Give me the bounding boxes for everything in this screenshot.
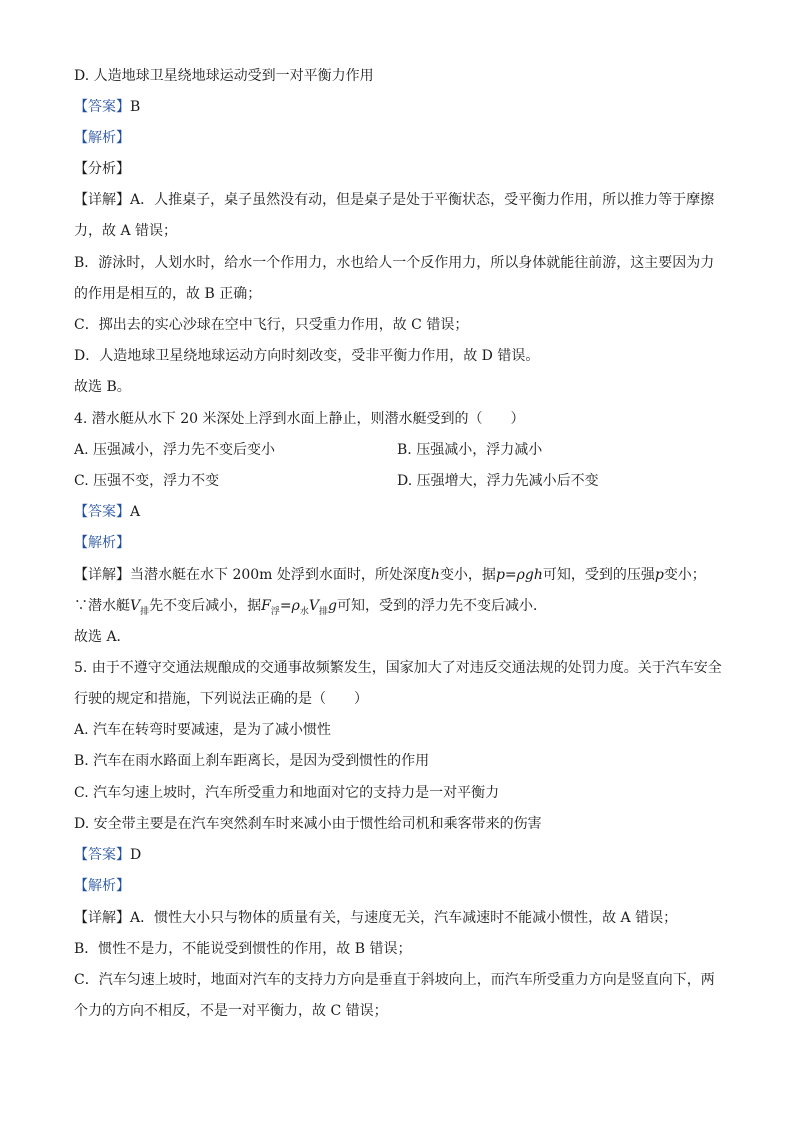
q4-analysis-tag: 【解析】 <box>74 535 130 551</box>
answer-value: A <box>130 504 141 520</box>
q3-fenxi-tag: 【分析】 <box>74 161 130 177</box>
detail-text: ∵潜水艇 <box>74 598 130 614</box>
detail-tag: 【详解】 <box>74 567 130 583</box>
q3-detail-a-line2: 力，故 A 错误； <box>74 223 178 239</box>
formula-pressure: p=ρgh <box>495 567 543 583</box>
var-h: h <box>430 567 440 583</box>
q4-stem: 4. 潜水艇从水下 20 米深处上浮到水面上静止，则潜水艇受到的（ ） <box>74 411 525 427</box>
answer-value: B <box>130 99 141 115</box>
detail-text: 可知，受到的压强 <box>542 567 655 583</box>
var-p: p <box>654 567 664 583</box>
subscript: 水 <box>299 606 309 617</box>
var-f: F <box>261 598 271 614</box>
q3-detail-d: D．人造地球卫星绕地球运动方向时刻改变，受非平衡力作用，故 D 错误。 <box>74 348 540 364</box>
detail-text: 当潜水艇在水下 200m 处浮到水面时，所处深度 <box>130 567 431 583</box>
q3-detail-a-line1 <box>74 190 714 210</box>
q3-conclusion: 故选 B。 <box>74 379 131 395</box>
detail-text: A．惯性大小只与物体的质量有关，与速度无关，汽车减速时不能减小惯性，故 A 错误； <box>130 910 678 926</box>
subscript: 排 <box>318 606 328 617</box>
answer-tag: 【答案】 <box>74 99 130 115</box>
q4-answer <box>74 502 140 522</box>
detail-text: 变小； <box>663 567 706 583</box>
q4-conclusion: 故选 A． <box>74 629 131 645</box>
subscript: 排 <box>140 606 150 617</box>
detail-text: 可知，受到的浮力先不变后减小． <box>336 598 547 614</box>
equals-sign: = <box>279 598 292 614</box>
answer-value: D <box>130 847 142 863</box>
answer-tag: 【答案】 <box>74 504 130 520</box>
q4-option-c: C. 压强不变，浮力不变 <box>74 473 220 489</box>
var-v: V <box>308 598 319 614</box>
detail-tag: 【详解】 <box>74 192 130 208</box>
q4-option-b: B. 压强减小，浮力减小 <box>397 442 543 458</box>
detail-text: 先不变后减小，据 <box>149 598 262 614</box>
detail-text: A．人推桌子，桌子虽然没有动，但是桌子是处于平衡状态，受平衡力作用，所以推力等于摩擦 <box>130 192 715 208</box>
q5-detail-c-line1: C．汽车匀速上坡时，地面对汽车的支持力方向是垂直于斜坡向上，而汽车所受重力方向是竖直向下，两 <box>74 972 715 988</box>
var-rho: ρ <box>291 598 300 614</box>
q3-answer <box>74 97 140 117</box>
q3-detail-c: C．掷出去的实心沙球在空中飞行，只受重力作用，故 C 错误； <box>74 317 469 333</box>
q5-option-d: D. 安全带主要是在汽车突然刹车时来减小由于惯性给司机和乘客带来的伤害 <box>74 816 542 832</box>
q5-option-b: B. 汽车在雨水路面上刹车距离长，是因为受到惯性的作用 <box>74 753 430 769</box>
q5-option-a: A. 汽车在转弯时要减速，是为了减小惯性 <box>74 722 332 738</box>
answer-tag: 【答案】 <box>74 847 130 863</box>
q3-detail-b-line2: 的作用是相互的，故 B 正确； <box>74 286 262 302</box>
q5-option-c: C. 汽车匀速上坡时，汽车所受重力和地面对它的支持力是一对平衡力 <box>74 785 500 801</box>
detail-text: 变小，据 <box>439 567 496 583</box>
q5-detail-a <box>74 908 677 928</box>
q5-stem-line1: 5. 由于不遵守交通法规酿成的交通事故频繁发生，国家加大了对违反交通法规的处罚力度。关于汽车安全 <box>74 660 722 676</box>
q5-stem-line2: 行驶的规定和措施，下列说法正确的是（ ） <box>74 691 368 707</box>
var-g: g <box>328 598 337 614</box>
q5-analysis-tag: 【解析】 <box>74 878 130 894</box>
var-v: V <box>130 598 141 614</box>
q4-option-d: D. 压强增大，浮力先减小后不变 <box>397 473 599 489</box>
q4-option-a: A. 压强减小，浮力先不变后变小 <box>74 442 276 458</box>
q5-detail-c-line2: 个力的方向不相反，不是一对平衡力，故 C 错误； <box>74 1003 388 1019</box>
detail-tag: 【详解】 <box>74 910 130 926</box>
subscript: 浮 <box>270 606 280 617</box>
q3-option-d: D. 人造地球卫星绕地球运动受到一对平衡力作用 <box>74 68 374 84</box>
q3-analysis-tag: 【解析】 <box>74 130 130 146</box>
q5-detail-b: B．惯性不是力，不能说受到惯性的作用，故 B 错误； <box>74 941 412 957</box>
q5-answer <box>74 845 141 865</box>
q4-detail-line2 <box>74 596 547 622</box>
q3-detail-b-line1: B．游泳时，人划水时，给水一个作用力，水也给人一个反作用力，所以身体就能往前游，这主要因为力 <box>74 255 715 271</box>
q4-detail-line1 <box>74 565 706 585</box>
